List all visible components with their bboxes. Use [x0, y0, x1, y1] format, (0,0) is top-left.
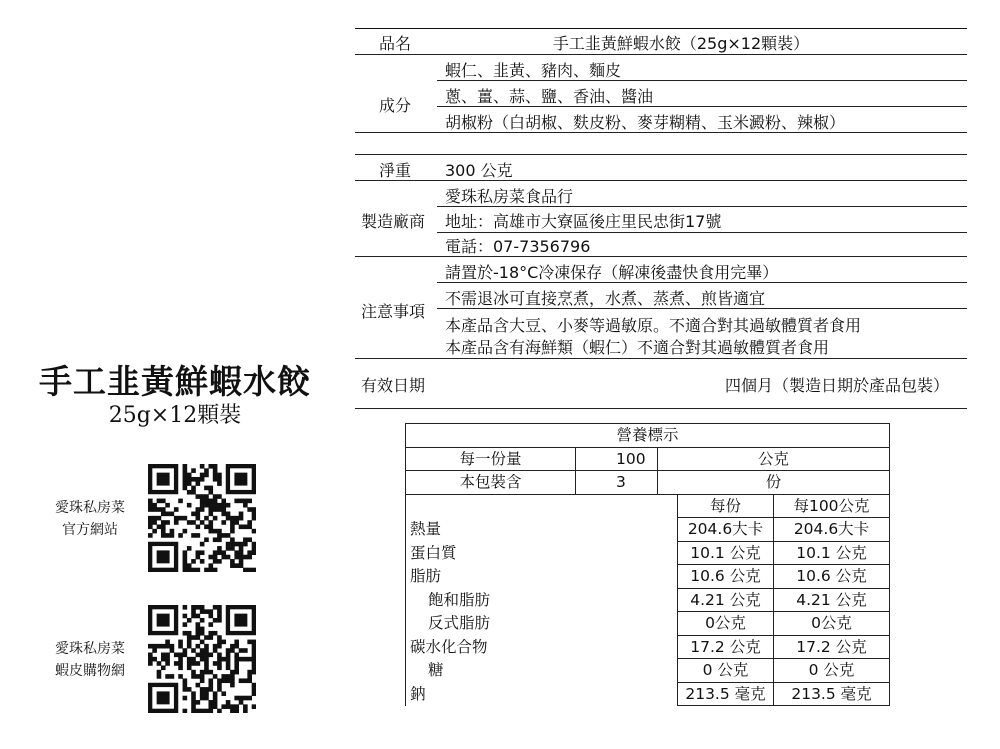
weight-value: 300 公克 [445, 161, 513, 180]
header-blank [406, 494, 678, 518]
nutrient-per-100: 4.21 公克 [774, 588, 890, 612]
maker-label: 製造廠商 [361, 212, 426, 231]
nutrient-name: 熱量 [406, 518, 678, 542]
product-subtitle: 25g×12顆裝 [108, 403, 242, 428]
notes-line: 本產品含有海鮮類（蝦仁）不適合對其過敏體質者食用 [445, 338, 830, 357]
serving-label: 每一份量 [406, 447, 576, 471]
nutrient-name: 飽和脂肪 [406, 588, 678, 612]
nutrient-per-100: 17.2 公克 [774, 635, 890, 659]
notes-line: 不需退冰可直接烹煮，水煮、蒸煮、煎皆適宜 [445, 289, 766, 308]
qr-code-icon[interactable] [148, 605, 256, 713]
qr-code-icon[interactable] [148, 464, 256, 572]
expiry-label: 有效日期 [361, 376, 426, 395]
nutrient-per-100: 0 公克 [774, 659, 890, 683]
ingredients-label: 成分 [379, 96, 412, 115]
ingredients-line: 胡椒粉（白胡椒、麩皮粉、麥芽糊精、玉米澱粉、辣椒） [445, 113, 846, 132]
nutrient-name: 碳水化合物 [406, 635, 678, 659]
qr-label-shopee [30, 638, 150, 682]
nutrient-per-serving: 10.6 公克 [678, 565, 774, 589]
col-per-serving: 每份 [678, 494, 774, 518]
nutrient-per-100: 10.1 公克 [774, 541, 890, 565]
notes-label: 注意事項 [361, 302, 426, 321]
maker-line: 愛珠私房菜食品行 [445, 187, 574, 206]
name-label: 品名 [379, 34, 412, 53]
nutrient-per-100: 204.6大卡 [774, 518, 890, 542]
nutrient-name: 鈉 [406, 682, 678, 706]
rule [355, 408, 967, 409]
nutrition-row [406, 659, 890, 683]
qr-label-line1: 愛珠私房菜 [55, 500, 125, 516]
nutrition-row [406, 588, 890, 612]
package-label: 本包裝含 [406, 471, 576, 495]
qr-label-website [30, 497, 150, 541]
nutrition-row [406, 612, 890, 636]
nutrition-row [406, 565, 890, 589]
serving-unit: 公克 [658, 447, 890, 471]
ingredients-line: 蝦仁、韭黃、豬肉、麵皮 [445, 61, 622, 80]
nutrient-per-serving: 0 公克 [678, 659, 774, 683]
notes-line: 請置於-18°C冷凍保存（解凍後盡快食用完畢） [445, 263, 779, 282]
nutrient-name: 脂肪 [406, 565, 678, 589]
nutrient-per-100: 213.5 毫克 [774, 682, 890, 706]
rule [437, 232, 967, 233]
nutrient-per-serving: 204.6大卡 [678, 518, 774, 542]
rule [355, 54, 967, 55]
nutrient-per-serving: 4.21 公克 [678, 588, 774, 612]
nutrient-per-100: 0公克 [774, 612, 890, 636]
qr-label-line2: 官方網站 [62, 522, 118, 538]
nutrient-name: 反式脂肪 [406, 612, 678, 636]
col-per-100: 每100公克 [774, 494, 890, 518]
nutrition-row [406, 541, 890, 565]
nutrient-per-serving: 213.5 毫克 [678, 682, 774, 706]
package-value: 3 [576, 471, 658, 495]
rule [355, 154, 967, 155]
package-unit: 份 [658, 471, 890, 495]
nutrition-table [405, 423, 890, 706]
product-title: 手工韭黃鮮蝦水餃 [39, 362, 311, 401]
nutrition-row [406, 518, 890, 542]
ingredients-line: 蔥、薑、蒜、鹽、香油、醬油 [445, 87, 654, 106]
weight-label: 淨重 [379, 161, 412, 180]
name-value: 手工韭黃鮮蝦水餃（25g×12顆裝） [552, 34, 810, 53]
nutrient-per-100: 10.6 公克 [774, 565, 890, 589]
nutrition-row [406, 635, 890, 659]
nutrient-per-serving: 10.1 公克 [678, 541, 774, 565]
qr-label-line2: 蝦皮購物網 [55, 663, 125, 679]
nutrient-per-serving: 0公克 [678, 612, 774, 636]
nutrition-row [406, 682, 890, 706]
maker-line: 地址：高雄市大寮區後庄里民忠街17號 [445, 212, 722, 231]
notes-line: 本產品含大豆、小麥等過敏原。不適合對其過敏體質者食用 [445, 316, 862, 335]
nutrient-per-serving: 17.2 公克 [678, 635, 774, 659]
nutrient-name: 糖 [406, 659, 678, 683]
nutrition-title: 營養標示 [406, 424, 890, 448]
rule [355, 28, 967, 29]
nutrient-name: 蛋白質 [406, 541, 678, 565]
qr-label-line1: 愛珠私房菜 [55, 641, 125, 657]
expiry-value: 四個月（製造日期於產品包裝） [724, 376, 949, 395]
maker-line: 電話：07-7356796 [445, 237, 591, 256]
serving-value: 100 [576, 447, 658, 471]
rule [355, 358, 967, 359]
